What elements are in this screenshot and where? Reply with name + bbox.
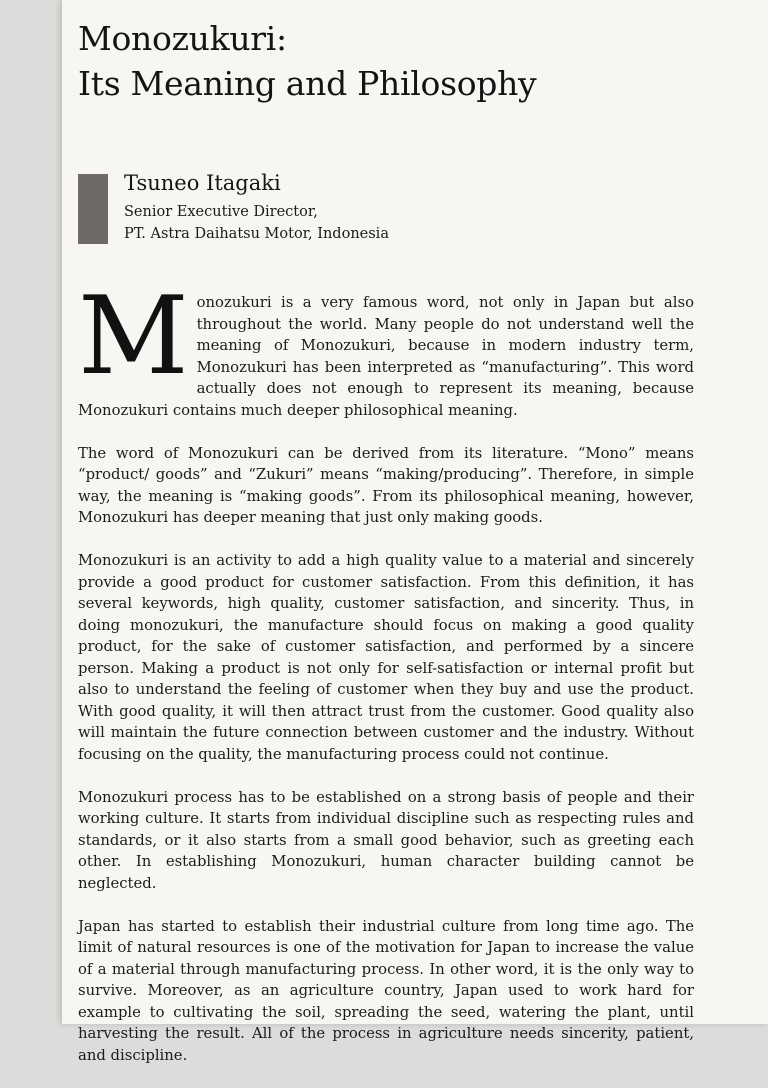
paragraph-1-text: onozukuri is a very famous word, not only in Japan but also throughout the world. Many people do not understand well the meaning of Monozukuri, because in modern industry term, Monozukuri has been interpreted as “manufacturing”. This word actually does not enough to represent its meaning, because Monozukuri contains much deeper philosophical meaning.	[78, 294, 694, 419]
book-page	[62, 0, 768, 1064]
author-company: PT. Astra Daihatsu Motor, Indonesia	[124, 226, 389, 242]
title-line-1: Monozukuri:	[78, 19, 287, 58]
author-position: Senior Executive Director,	[124, 204, 318, 220]
paragraph-2: The word of Monozukuri can be derived from its literature. “Mono” means “product/ goods” and “Zukuri” means “making/producing”. Therefore, in simple way, the meaning is “making goods”. From its philosophical meaning, however, Monozukuri has deeper meaning that just only making goods.	[78, 444, 694, 526]
article-body	[78, 274, 694, 1088]
article-title	[78, 16, 536, 106]
paragraph-4: Monozukuri process has to be established on a strong basis of people and their working culture. It starts from individual discipline such as respecting rules and standards, or it also starts from a small good behavior, such as greeting each other. In establishing Monozukuri, human character building cannot be neglected.	[78, 788, 694, 892]
paragraph-5: Japan has started to establish their industrial culture from long time ago. The limit of natural resources is one of the motivation for Japan to increase the value of a material through manufacturing process. In other word, it is the only way to survive. Moreover, as an agriculture country, Japan used to work hard for example to cultivating the soil, spreading the seed, watering the plant, until harvesting the result. All of the process in agriculture needs sincerity, patient, and discipline.	[78, 917, 694, 1064]
paragraph-1	[78, 274, 694, 421]
title-line-2: Its Meaning and Philosophy	[78, 64, 537, 103]
author-name: Tsuneo Itagaki	[124, 171, 281, 195]
paragraph-3: Monozukuri is an activity to add a high quality value to a material and sincerely provide a good product for customer satisfaction. From this definition, it has several keywords, high quality, customer satisfaction, and sincerity. Thus, in doing monozukuri, the manufacture should focus on making a good quality product, for the sake of customer satisfaction, and performed by a sincere person. Making a product is not only for self-satisfaction or internal profit but also to understand the feeling of customer when they buy and use the product. With good quality, it will then attract trust from the customer. Good quality also will maintain the future connection between customer and the industry. Without focusing on the quality, the manufacturing process could not continue.	[78, 552, 694, 763]
drop-cap: M	[78, 274, 189, 399]
author-accent-bar	[78, 174, 108, 244]
